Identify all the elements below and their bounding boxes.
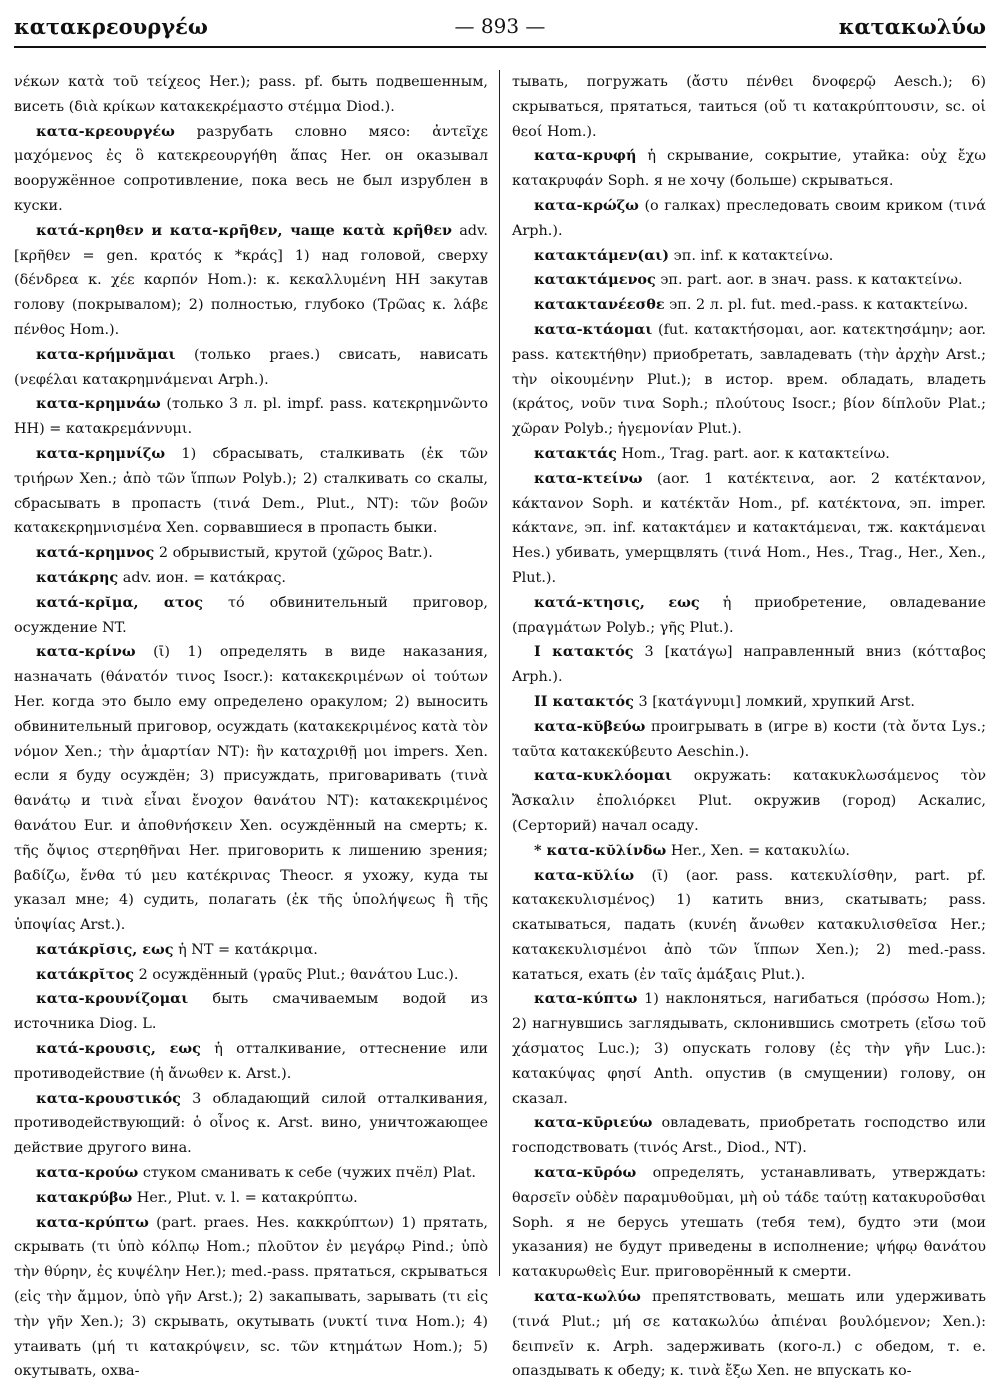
entry-headword: κατακτάς (534, 444, 617, 462)
entry-headword: κατακρύβω (36, 1188, 133, 1206)
entry-headword: κατά-κρηθεν и κατα-κρῆθεν, чаще κατὰ κρῆθεν (36, 221, 452, 239)
left-column (14, 70, 489, 1380)
dictionary-entry (512, 715, 986, 765)
dictionary-entry (512, 839, 986, 864)
column-divider (499, 70, 500, 1276)
entry-headword: κατα-κρεουργέω (36, 122, 175, 140)
entry-definition: 3 обладающий силой отталкивания, противодействующий: ὁ οἶνος κ. Arst. вино, уничтожающее действие другого вина. (14, 1090, 488, 1157)
entry-headword: * κατα-κῠλίνδω (534, 841, 667, 859)
dictionary-entry (512, 144, 986, 194)
entry-definition: разрубать словно мясо: ἀντεῖχε μαχόμενος ἐς ὃ κατεκρεουργήθη ἅπας Her. он оказывал вооружённое сопротивление, пока весь не был изрублен в куски. (14, 123, 488, 214)
entry-definition: ἡ NT = κατάκριμα. (178, 941, 318, 958)
entry-headword: κατα-κρημνίζω (36, 444, 166, 462)
entry-definition: adv. ион. = κατάκρας. (122, 569, 286, 586)
entry-definition: 2 обрывистый, крутой (χῶρος Batr.). (158, 545, 433, 562)
dictionary-entry (512, 764, 986, 838)
dictionary-entry (512, 70, 986, 144)
entry-headword: κατάκρῐσις, εως (36, 940, 174, 958)
entry-headword: κατάκρης (36, 568, 119, 586)
entry-headword: κατα-κῠλίω (534, 866, 635, 884)
dictionary-entry (512, 1161, 986, 1285)
entry-definition: эп. part. aor. в знач. pass. к κατακτείνω. (660, 272, 963, 289)
entry-definition: (fut. κατακτήσομαι, aor. κατεκτησάμην; aor. pass. κατεκτήθην) приобретать, завладевать (τὴν ἀρχὴν Arst.; τὴν οἰκουμένην Plut.); в истор. врем. обладать, владеть (κράτος, νοῦν τινα Soph.; πλούτους Isocr.; βίον δίπλοῦν Plat.; χῶραν Polyb.; ἡγεμονίαν Plut.). (512, 321, 987, 438)
entry-headword: II κατακτός (534, 692, 634, 710)
dictionary-entry (14, 963, 488, 988)
entry-definition: (ῑ) 1) определять в виде наказания, назначать (θάνατόν τινος Isocr.): κατακεκριμένων οἱ τούτων Her. когда это было ему определено оракулом; 2) выносить обвинительный приговор, осуждать (κατακεκριμένος κατὰ τὸν νόμον Xen.; τὴν ἁμαρτίαν NT): ἢν καταχριθῇ μοι impers. Xen. если я буду осуждён; 3) присуждать, приговаривать (τινὰ θανάτῳ и τινὰ εἶναι ἔνοχον θανάτου NT): κατακεκριμένος θανάτου Eur. и ἀποθνήσκειν Xen. осуждённый на смерть; κ. τῆς ὄψιος στερηθῆναι Her. приговорить к лишению зрения; βαδίζω, ἔνθα τύ μευ κατέκρινας Theocr. я ухожу, куда ты указал мне; 4) судить, полагать (ἐκ τῆς ὑπολήψεως ἢ τῆς ὑποψίας Arst.). (14, 644, 488, 934)
dictionary-entry (14, 120, 488, 219)
entry-headword: κατά-κρουσις, εως (36, 1040, 201, 1058)
dictionary-entry (14, 987, 488, 1037)
header-last-word: κατακωλύω (838, 14, 986, 39)
dictionary-entry (14, 219, 488, 343)
entry-definition: препятствовать, мешать или удерживать (τινά Plut.; μή σε κατακωλύω ἀπιέναι βουλόμενον; Xen.): δειπνεῖν κ. Arph. задерживать (кого-л.) с обедом, т. е. опаздывать к обеду; κ. τινὰ ἔξω Xen. не впускать ко- (512, 1289, 987, 1380)
right-column (512, 70, 987, 1380)
entry-definition: стуком сманивать к себе (чужих пчёл) Plat. (142, 1165, 476, 1182)
entry-headword: κατακτάμεν(αι) (534, 246, 670, 264)
entry-definition: (только praes.) свисать, нависать (νεφέλαι κατακρημνάμεναι Arph.). (14, 346, 489, 388)
dictionary-entry (14, 1186, 488, 1211)
entry-headword: κατα-κυκλόομαι (534, 767, 673, 785)
entry-headword: κατα-κῠβεύω (534, 717, 646, 735)
entry-headword: κατακτανέεσθε (534, 296, 665, 314)
dictionary-entry (14, 343, 488, 393)
entry-definition: adv. [κρῆθεν = gen. κρατός к *κράς] 1) над головой, сверху (δένδρεα κ. χέε καρπόν Hom.): κ. κεκαλλυμένη HH закутав голову (покрывалом); 2) полностью, глубоко (Τρῶας κ. λάβε πένθος Hom.). (14, 222, 488, 338)
entry-definition: 1) сбрасывать, сталкивать (ἐκ τῶν τριήρων Xen.; ἀπὸ τῶν ἵππων Polyb.); 2) сталкивать со скалы, сбрасывать в пропасть (τινά Dem., Plut., NT): τῶν βοῶν κατακεκρημνισμένα Xen. сорвавшиеся в пропасть быки. (14, 445, 488, 537)
entry-definition: 1) наклоняться, нагибаться (πρόσσω Hom.); 2) нагнувшись заглядывать, склонившись смотреть (εἴσω τοῦ χάσματος Luc.); 3) опускать голову (ἐς τὴν γῆν Luc.): κατακύψας φησί Anth. опустив (в смущении) голову, он сказал. (512, 991, 987, 1107)
entry-headword: κατα-κρήμνᾰμαι (36, 345, 176, 363)
entry-headword: κατά-κτησις, εως (534, 593, 700, 611)
dictionary-entry (14, 566, 488, 591)
dictionary-entry (14, 392, 488, 442)
entry-headword: κατα-κρύπτω (36, 1213, 149, 1231)
entry-definition: 2 осуждённый (γραῦς Plut.; θανάτου Luc.). (138, 966, 459, 983)
entry-definition: Her., Plut. v. l. = κατακρύπτω. (136, 1189, 358, 1206)
dictionary-entry (512, 987, 986, 1111)
entry-definition: окружать: κατακυκλωσάμενος τὸν Ἄσκαλιν ἐπολιόρκει Plut. окружив (город) Аскалис, (Серторий) начал осаду. (512, 768, 986, 834)
entry-headword: κατα-κτείνω (534, 469, 643, 487)
dictionary-entry (14, 1087, 488, 1161)
entry-definition: (ῑ) (aor. pass. κατεκυλίσθην, part. pf. κατακεκυλισμένος) 1) катить вниз, скатывать; pass. скатываться, падать (κυνέη ἄνωθεν κατακυλισθεῖσα Her.; κατακεκυλισμένοι ἀπὸ τῶν ἵππων Xen.); 2) med.-pass. кататься, ехать (ἐν ταῖς ἁμάξαις Plut.). (512, 867, 986, 983)
entry-definition: 3 [κατάγω] направленный вниз (κότταβος Arph.). (512, 644, 986, 686)
entry-headword: κατά-κρημνος (36, 544, 155, 562)
dictionary-entry (512, 318, 986, 442)
dictionary-entry (14, 541, 488, 566)
page-header (14, 14, 986, 44)
entry-headword: I κατακτός (534, 643, 634, 661)
dictionary-entry (14, 1037, 488, 1087)
entry-definition: νέκων κατὰ τοῦ τείχεος Her.); pass. pf. быть подвешенным, висеть (διὰ κρίκων κατακεκρέμαστο στέμμα Diod.). (14, 74, 488, 115)
dictionary-entry (512, 1285, 986, 1384)
dictionary-entry (512, 442, 986, 467)
entry-definition: тывать, погружать (ἄστυ πένθει δνοφερῷ Aesch.); 6) скрываться, прятаться, таиться (οὔ τι κατακρύπτουσιν, sc. οἱ θεοί Hom.). (512, 74, 986, 140)
entry-definition: быть смачиваемым водой из источника Diog. L. (14, 991, 488, 1033)
entry-definition: эп. inf. к κατακτείνω. (673, 247, 834, 264)
entry-headword: κατα-κωλύω (534, 1288, 641, 1306)
entry-headword: κατακτάμενος (534, 271, 656, 289)
entry-definition: эп. 2 л. pl. fut. med.-pass. к κατακτείνω. (669, 297, 969, 314)
entry-headword: κατα-κρώζω (534, 196, 639, 214)
entry-definition: (только 3 л. pl. impf. pass. κατεκρημνῶντο HH) = κατακρεμάννυμι. (14, 396, 488, 438)
entry-headword: κατά-κρῐμα, ατος (36, 593, 204, 611)
entry-definition: τό обвинительный приговор, осуждение NT. (14, 594, 489, 636)
entry-headword: κατα-κρουστικός (36, 1089, 181, 1107)
entry-definition: Hom., Trag. part. aor. к κατακτείνω. (621, 445, 890, 462)
dictionary-entry (14, 442, 488, 541)
header-rule (14, 46, 986, 48)
dictionary-entry (14, 591, 488, 641)
entry-definition: ἡ приобретение, овладевание (πραγμάτων Polyb.; γῆς Plut.). (512, 594, 987, 636)
dictionary-entry (512, 640, 986, 690)
entry-headword: κατα-κρίνω (36, 643, 136, 661)
entry-definition: ἡ скрывание, сокрытие, утайка: οὐχ ἔχω κατακρυφάν Soph. я не хочу (больше) скрываться. (512, 148, 987, 190)
dictionary-entry (512, 1111, 986, 1161)
dictionary-entry (512, 467, 986, 591)
dictionary-entry (512, 864, 986, 988)
entry-definition: 3 [κατάγνυμι] ломкий, хрупкий Arst. (638, 693, 915, 710)
entry-definition: определять, устанавливать, утверждать: θαρσεῖν οὐδὲν παραμυθοῦμαι, μὴ οὐ τάδε ταύτῃ κατακυροῦσθαι Soph. я не берусь утешать (тебя тем), будто эти (мои указания) не будут приведены в исполнение; ψήφῳ θανάτου κατακυρωθεὶς Eur. приговорённый к смерти. (512, 1165, 986, 1281)
dictionary-entry (512, 194, 986, 244)
entry-definition: (о галках) преследовать своим криком (τινά Arph.). (512, 197, 987, 239)
entry-headword: κατα-κρυφή (534, 147, 637, 165)
entry-definition: Her., Xen. = κατακυλίω. (670, 842, 850, 859)
page-number: — 893 — (454, 14, 546, 38)
entry-headword: κατα-κρούω (36, 1164, 139, 1182)
entry-headword: κατα-κύπτω (534, 990, 638, 1008)
entry-definition: (part. praes. Hes. κακκρύπτων) 1) прятать, скрывать (τι ὑπὸ κόλπῳ Hom.; πλοῦτον ἐν μεγάρῳ Pind.; ὑπὸ τὴν θύρην, ἐς κυψέλην Her.); med.-pass. прятаться, скрываться (εἰς τὴν ἄμμον, ὑπὸ γῆν Arst.); 2) закапывать, зарывать (τι εἰς τὴν γῆν Xen.); 3) скрывать, окутывать (νυκτί τινα Hom.); 4) утаивать (μή τι κατακρύψειν, sc. τῶν κτημάτων Hom.); 5) окутывать, охва- (14, 1214, 488, 1380)
entry-definition: овладевать, приобретать господство или господствовать (τινός Arst., Diod., NT). (512, 1115, 987, 1157)
dictionary-entry (14, 938, 488, 963)
dictionary-entry (512, 690, 986, 715)
entry-headword: κατάκρῐτος (36, 965, 134, 983)
entry-headword: κατα-κρουνίζομαι (36, 990, 189, 1008)
dictionary-entry (14, 1211, 488, 1384)
dictionary-entry (512, 268, 986, 293)
dictionary-entry (512, 591, 986, 641)
entry-definition: (aor. 1 κατέκτεινα, aor. 2 κατέκτανον, κάκτανον Soph. и κατέκτᾰν Hom., pf. κατέκτονα, эп. imper. κάκτανε, эп. inf. κατακτάμεν и κατακτάμεναι, тж. κακτάμεναι Hes.) убивать, умерщвлять (τινά Hom., Hes., Trag., Her., Xen., Plut.). (512, 470, 986, 586)
entry-definition: ἡ отталкивание, оттеснение или противодействие (ἡ ἄνωθεν κ. Arst.). (14, 1041, 488, 1082)
dictionary-entry (512, 293, 986, 318)
entry-headword: κατα-κρημνάω (36, 395, 161, 413)
header-first-word: κατακρεουργέω (14, 14, 208, 39)
dictionary-entry (14, 640, 488, 938)
entry-definition: проигрывать в (игре в) кости (τὰ ὄντα Lys.; ταῦτα κατακεκύβευτο Aeschin.). (512, 718, 986, 760)
entry-headword: κατα-κτάομαι (534, 320, 653, 338)
entry-headword: κατα-κῡρόω (534, 1164, 637, 1182)
entry-headword: κατα-κῡριεύω (534, 1114, 653, 1132)
dictionary-entry (512, 244, 986, 269)
dictionary-entry (14, 1161, 488, 1186)
dictionary-entry (14, 70, 488, 120)
